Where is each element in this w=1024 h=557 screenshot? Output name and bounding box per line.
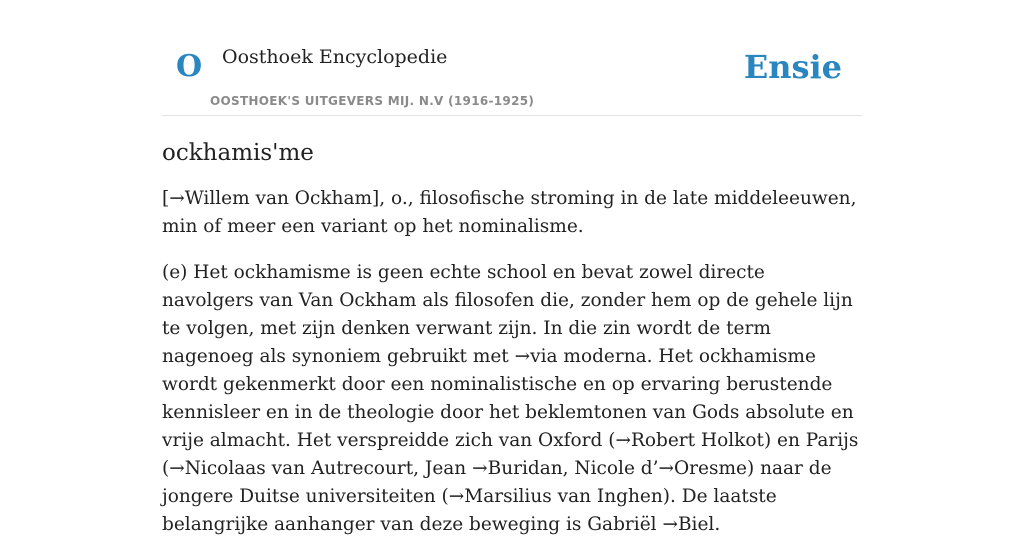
text-run: ). De laatste belangrijke aanhanger van deze beweging is Gabriël [162,486,777,536]
text-run: ) naar de jongere Duitse universiteiten ( [162,458,832,508]
cross-reference-link[interactable]: →Robert Holkot [615,430,764,452]
text-run: ) en Parijs ( [162,430,859,480]
letter-index-link[interactable]: O [176,49,203,84]
text-run: . Het ockhamisme wordt gekenmerkt door een nominalistische en op ervaring berustende kennisleer en in de theologie door het beklemtonen van Gods absolute en vrije almacht. Het verspreidde zich van Oxford ( [162,346,854,452]
ensie-logo[interactable]: Ensie [743,48,842,86]
cross-reference-link[interactable]: →Oresme [658,458,747,480]
entry-title: ockhamis'me [162,140,314,166]
cross-reference-link[interactable]: →Marsilius van Inghen [448,486,663,508]
source-header [162,36,862,116]
entry-paragraph-1 [162,185,862,241]
cross-reference-link[interactable]: →Biel [662,514,715,536]
cross-reference-link[interactable]: →via moderna [514,346,647,368]
text-run: , Jean [413,458,473,480]
source-title-link[interactable]: Oosthoek Encyclopedie [222,46,448,68]
cross-reference-link[interactable]: →Willem van Ockham [169,188,373,210]
text-run: [ [162,188,170,210]
text-run: , Nicole d’ [562,458,659,480]
cross-reference-link[interactable]: →Nicolaas van Autrecourt [169,458,414,480]
text-run: ], o., filosofische stroming in de late middeleeuwen, min of meer een variant op het nominalisme. [162,188,857,238]
text-run: (e) Het ockhamisme is geen echte school en bevat zowel directe navolgers van Van Ockham als filosofen die, zonder hem op de gehele lijn te volgen, met zijn denken verwant zijn. In die zin wordt de term nagenoeg als synoniem gebruikt met [162,262,853,368]
cross-reference-link[interactable]: →Buridan [472,458,563,480]
entry-paragraph-2 [162,259,862,539]
text-run: . [714,514,721,536]
entry-content [162,138,862,557]
source-subtitle: OOSTHOEK'S UITGEVERS MIJ. N.V (1916-1925) [210,94,535,108]
